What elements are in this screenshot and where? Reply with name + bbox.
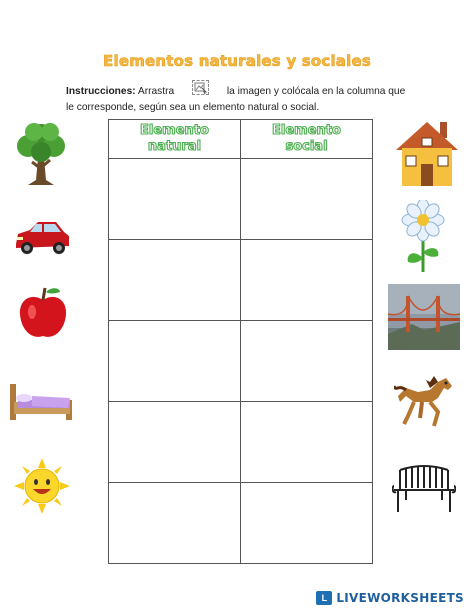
drop-zone-natural[interactable]	[109, 483, 241, 564]
table-header-row	[109, 120, 373, 159]
drop-zone-social[interactable]	[241, 240, 373, 321]
drop-zone-social[interactable]	[241, 483, 373, 564]
table-row	[109, 159, 373, 240]
instructions-part2: la imagen y colócala en la columna que le corresponde, según sea un elemento natural o social.	[66, 86, 406, 113]
bed-icon	[8, 378, 74, 422]
draggable-flower[interactable]	[398, 200, 448, 274]
draggable-car[interactable]	[12, 212, 72, 262]
column-header-social-line2: social	[285, 139, 328, 154]
table-row	[109, 402, 373, 483]
draggable-bed[interactable]	[8, 378, 74, 422]
worksheet-title: Elementos naturales y sociales	[103, 52, 371, 70]
tree-icon	[10, 118, 72, 188]
drop-zone-natural[interactable]	[109, 321, 241, 402]
drop-zone-social[interactable]	[241, 321, 373, 402]
drop-zone-natural[interactable]	[109, 159, 241, 240]
table-row	[109, 483, 373, 564]
drag-image-icon	[192, 80, 209, 95]
house-icon	[394, 118, 460, 188]
draggable-horse[interactable]	[394, 372, 458, 432]
column-header-social	[241, 120, 373, 159]
drop-zone-natural[interactable]	[109, 240, 241, 321]
apple-icon	[16, 284, 70, 342]
draggable-bench[interactable]	[392, 460, 456, 514]
draggable-house[interactable]	[394, 118, 460, 188]
drop-zone-social[interactable]	[241, 159, 373, 240]
instructions-label: Instrucciones:	[66, 86, 136, 97]
column-header-natural-line1: Elemento	[140, 123, 209, 138]
flower-icon	[398, 200, 448, 274]
drop-zone-natural[interactable]	[109, 402, 241, 483]
car-icon	[12, 212, 72, 262]
bridge-icon	[388, 284, 460, 350]
draggable-tree[interactable]	[10, 118, 72, 188]
instructions-text	[66, 80, 406, 116]
classification-table	[108, 119, 373, 564]
column-header-natural	[109, 120, 241, 159]
drop-zone-social[interactable]	[241, 402, 373, 483]
horse-icon	[394, 372, 458, 432]
table-row	[109, 240, 373, 321]
bench-icon	[392, 460, 456, 514]
instructions-part1: Arrastra	[137, 86, 175, 97]
column-header-social-line1: Elemento	[272, 123, 341, 138]
table-row	[109, 321, 373, 402]
footer-branding	[316, 589, 464, 607]
liveworksheets-logo-icon: L	[316, 591, 332, 605]
liveworksheets-brand[interactable]: LIVEWORKSHEETS	[336, 591, 464, 605]
sun-icon	[14, 458, 70, 514]
draggable-apple[interactable]	[16, 284, 70, 342]
column-header-natural-line2: natural	[147, 139, 202, 154]
draggable-sun[interactable]	[14, 458, 70, 514]
draggable-bridge[interactable]	[388, 284, 460, 350]
